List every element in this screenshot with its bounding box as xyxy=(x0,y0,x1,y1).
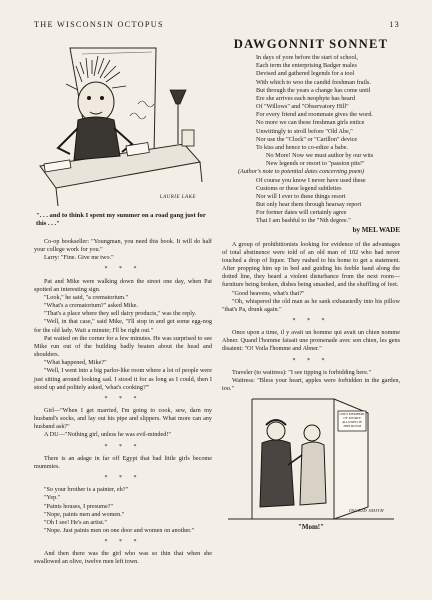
paragraph: A group of prohibitionists looking for evidence of the advantages of total abstinence were told of an old man of 102 who had never touched a drop of liquor. They rushed to his home to get a statement. After propping him up in bed and guiding his feeble hand along the dotted line, they heard a violent disturbance from the next room—furniture being broken, dishes being smashed, and the shuffling of feet. xyxy=(222,240,400,289)
paragraph: "So your brother is a painter, eh?" xyxy=(44,486,129,494)
poem-line: To kiss and hence to co-edize a babe. xyxy=(256,143,348,151)
section-divider: * * * xyxy=(292,318,330,324)
poem-line: In days of yore before the start of school, xyxy=(256,54,358,62)
poem-line: Customs or these legend subtleties xyxy=(256,184,342,192)
paragraph: "What's a crematorium?" asked Mike. xyxy=(44,302,138,310)
poem-line: New legends or resort to "passion pits!" xyxy=(266,160,365,168)
poem-line: But only hear them through hearsay report xyxy=(256,200,362,208)
section-divider: * * * xyxy=(104,395,142,402)
poem-line: For every friend and roommate gives the word. xyxy=(256,111,373,119)
paragraph: "Look," he said, "a crematorium." xyxy=(44,293,129,301)
road-gang-cartoon xyxy=(34,44,212,212)
poem-line: For former dates will certainly agree xyxy=(256,209,347,217)
paragraph: Pat waited on the corner for a few minutes. He was surprised to see Mike run out of the building badly beaten about the head and shoulders. xyxy=(34,334,212,359)
paragraph: Once upon a time, il y avait un homme qui avait un chien nomme Abner. Quand l'homme faisait une promenade avec son chien, les gens disaient: "O! Voila l'homme and Abner." xyxy=(222,329,400,353)
poem-line: Unwittingly to stroll before "Old Abe," xyxy=(256,127,353,135)
poem-note: (Author's note to potential dates concerning poem) xyxy=(238,168,365,176)
poem-line: Of course you know I never have used these xyxy=(256,176,366,184)
paragraph: "Oh, whispered the old man as he sank exhaustedly into his pillow "that's Pa, drunk again." xyxy=(222,297,400,313)
running-header xyxy=(34,17,400,31)
paragraph: "That's a place where they sell dairy products," was the reply. xyxy=(44,310,197,318)
paragraph: "Paints houses, I presume?" xyxy=(44,502,113,510)
section-divider: * * * xyxy=(104,266,142,273)
section-divider: * * * xyxy=(104,539,142,546)
paragraph: "What happened, Mike?" xyxy=(44,359,107,367)
paragraph: Pat and Mike were walking down the street one day, when Pat spotted an interesting sign. xyxy=(34,277,212,293)
cartoon-drawing xyxy=(222,395,400,523)
poem-line: No More! Now we must author by our wits xyxy=(266,152,374,160)
paragraph: "Yep." xyxy=(44,494,61,502)
left-column xyxy=(34,44,212,567)
poem-line: Devised and gathered legends for a tool xyxy=(256,70,355,78)
magazine-title: THE WISCONSIN OCTOPUS xyxy=(34,19,164,29)
paragraph: "Well, I went into a big parlor-like room where a lot of people were just sitting around looking sad. I stood it for as long as I could, then I stood up and politely asked, 'what's cooking?'" xyxy=(34,367,212,391)
cartoon-signature: INGRID SMITH xyxy=(348,508,384,514)
cartoon-drawing xyxy=(34,44,212,212)
section-divider: * * * xyxy=(292,357,330,364)
page-number: 13 xyxy=(389,19,400,29)
cartoon-signature: LAURIE LAKE xyxy=(159,195,196,200)
paragraph: A DU—"Nothing girl, unless he was evil-minded!" xyxy=(44,431,171,439)
poem-line: But through the years a change has come until xyxy=(256,86,371,94)
cartoon-caption: ". . . and to think I spent my summer on a road gang just for this . . ." xyxy=(36,212,206,227)
right-column xyxy=(222,37,400,532)
poem-title: DAWGONNIT SONNET xyxy=(233,37,389,51)
section-divider: * * * xyxy=(104,443,142,450)
section-divider: * * * xyxy=(104,475,142,482)
paragraph: Girl—"When I get married, I'm going to cook, sew, darn my husband's socks, and lay out his pipe and slippers. What more can any husband ask?" xyxy=(34,406,212,431)
poem-line: With which to woo the candid freshman frails. xyxy=(256,78,371,86)
paragraph: Waitress: "Bless your heart, apples were forbidden in the garden, too." xyxy=(222,376,400,393)
poem-byline: by MEL WADE xyxy=(352,226,400,235)
paragraph: "Nope. Just paints men on one door and women on another." xyxy=(44,527,195,534)
paragraph: Traveler (to waitress): "I see tipping is forbidding here." xyxy=(232,368,372,376)
paragraph: "Oh I see! He's an artist." xyxy=(44,518,107,526)
paragraph: There is an adage in far off Egypt that bad little girls become mummies. xyxy=(34,454,212,470)
paragraph: Larry: "Fine. Give me two." xyxy=(44,254,114,262)
cartoon-caption: "Mom!" xyxy=(297,523,325,532)
mom-cartoon xyxy=(222,395,400,523)
poem-line: Nor use the "Clock" or "Carillon" device xyxy=(256,135,358,143)
paragraph: "Well, in that case," said Mike, "I'll stop in and get some egg-nog for the old lady. Wait a minute; I'll be right out." xyxy=(34,318,212,334)
poem-line: Each term the enterprising Badger males xyxy=(256,62,357,70)
paragraph: "Good heavens, what's that?" xyxy=(232,289,305,297)
poem-line: Nor will I ever to these things resort xyxy=(256,192,346,200)
poem-line: Of "Willows" and "Observatory Hill" xyxy=(256,103,349,111)
poem-line: No more we can these freshman girls entice xyxy=(256,119,365,127)
poem xyxy=(222,54,400,225)
paragraph: Co-op bookseller: "Youngman, you need this book. It will do half your college work for you." xyxy=(34,238,212,254)
paragraph: And then there was the girl who was so thin that when she swallowed an olive, twelve men left town. xyxy=(34,550,212,566)
paragraph: "Nope, paints men and women." xyxy=(44,510,125,518)
poem-line: That I am bashful to the "Nth degree." xyxy=(256,217,351,225)
poem-line: Ere she arrives each neophyte has heard xyxy=(256,94,355,102)
door-sign-text: ONLY MEMBERS OF SPORTY ALLOWED IN THIS ROOM xyxy=(339,412,365,429)
